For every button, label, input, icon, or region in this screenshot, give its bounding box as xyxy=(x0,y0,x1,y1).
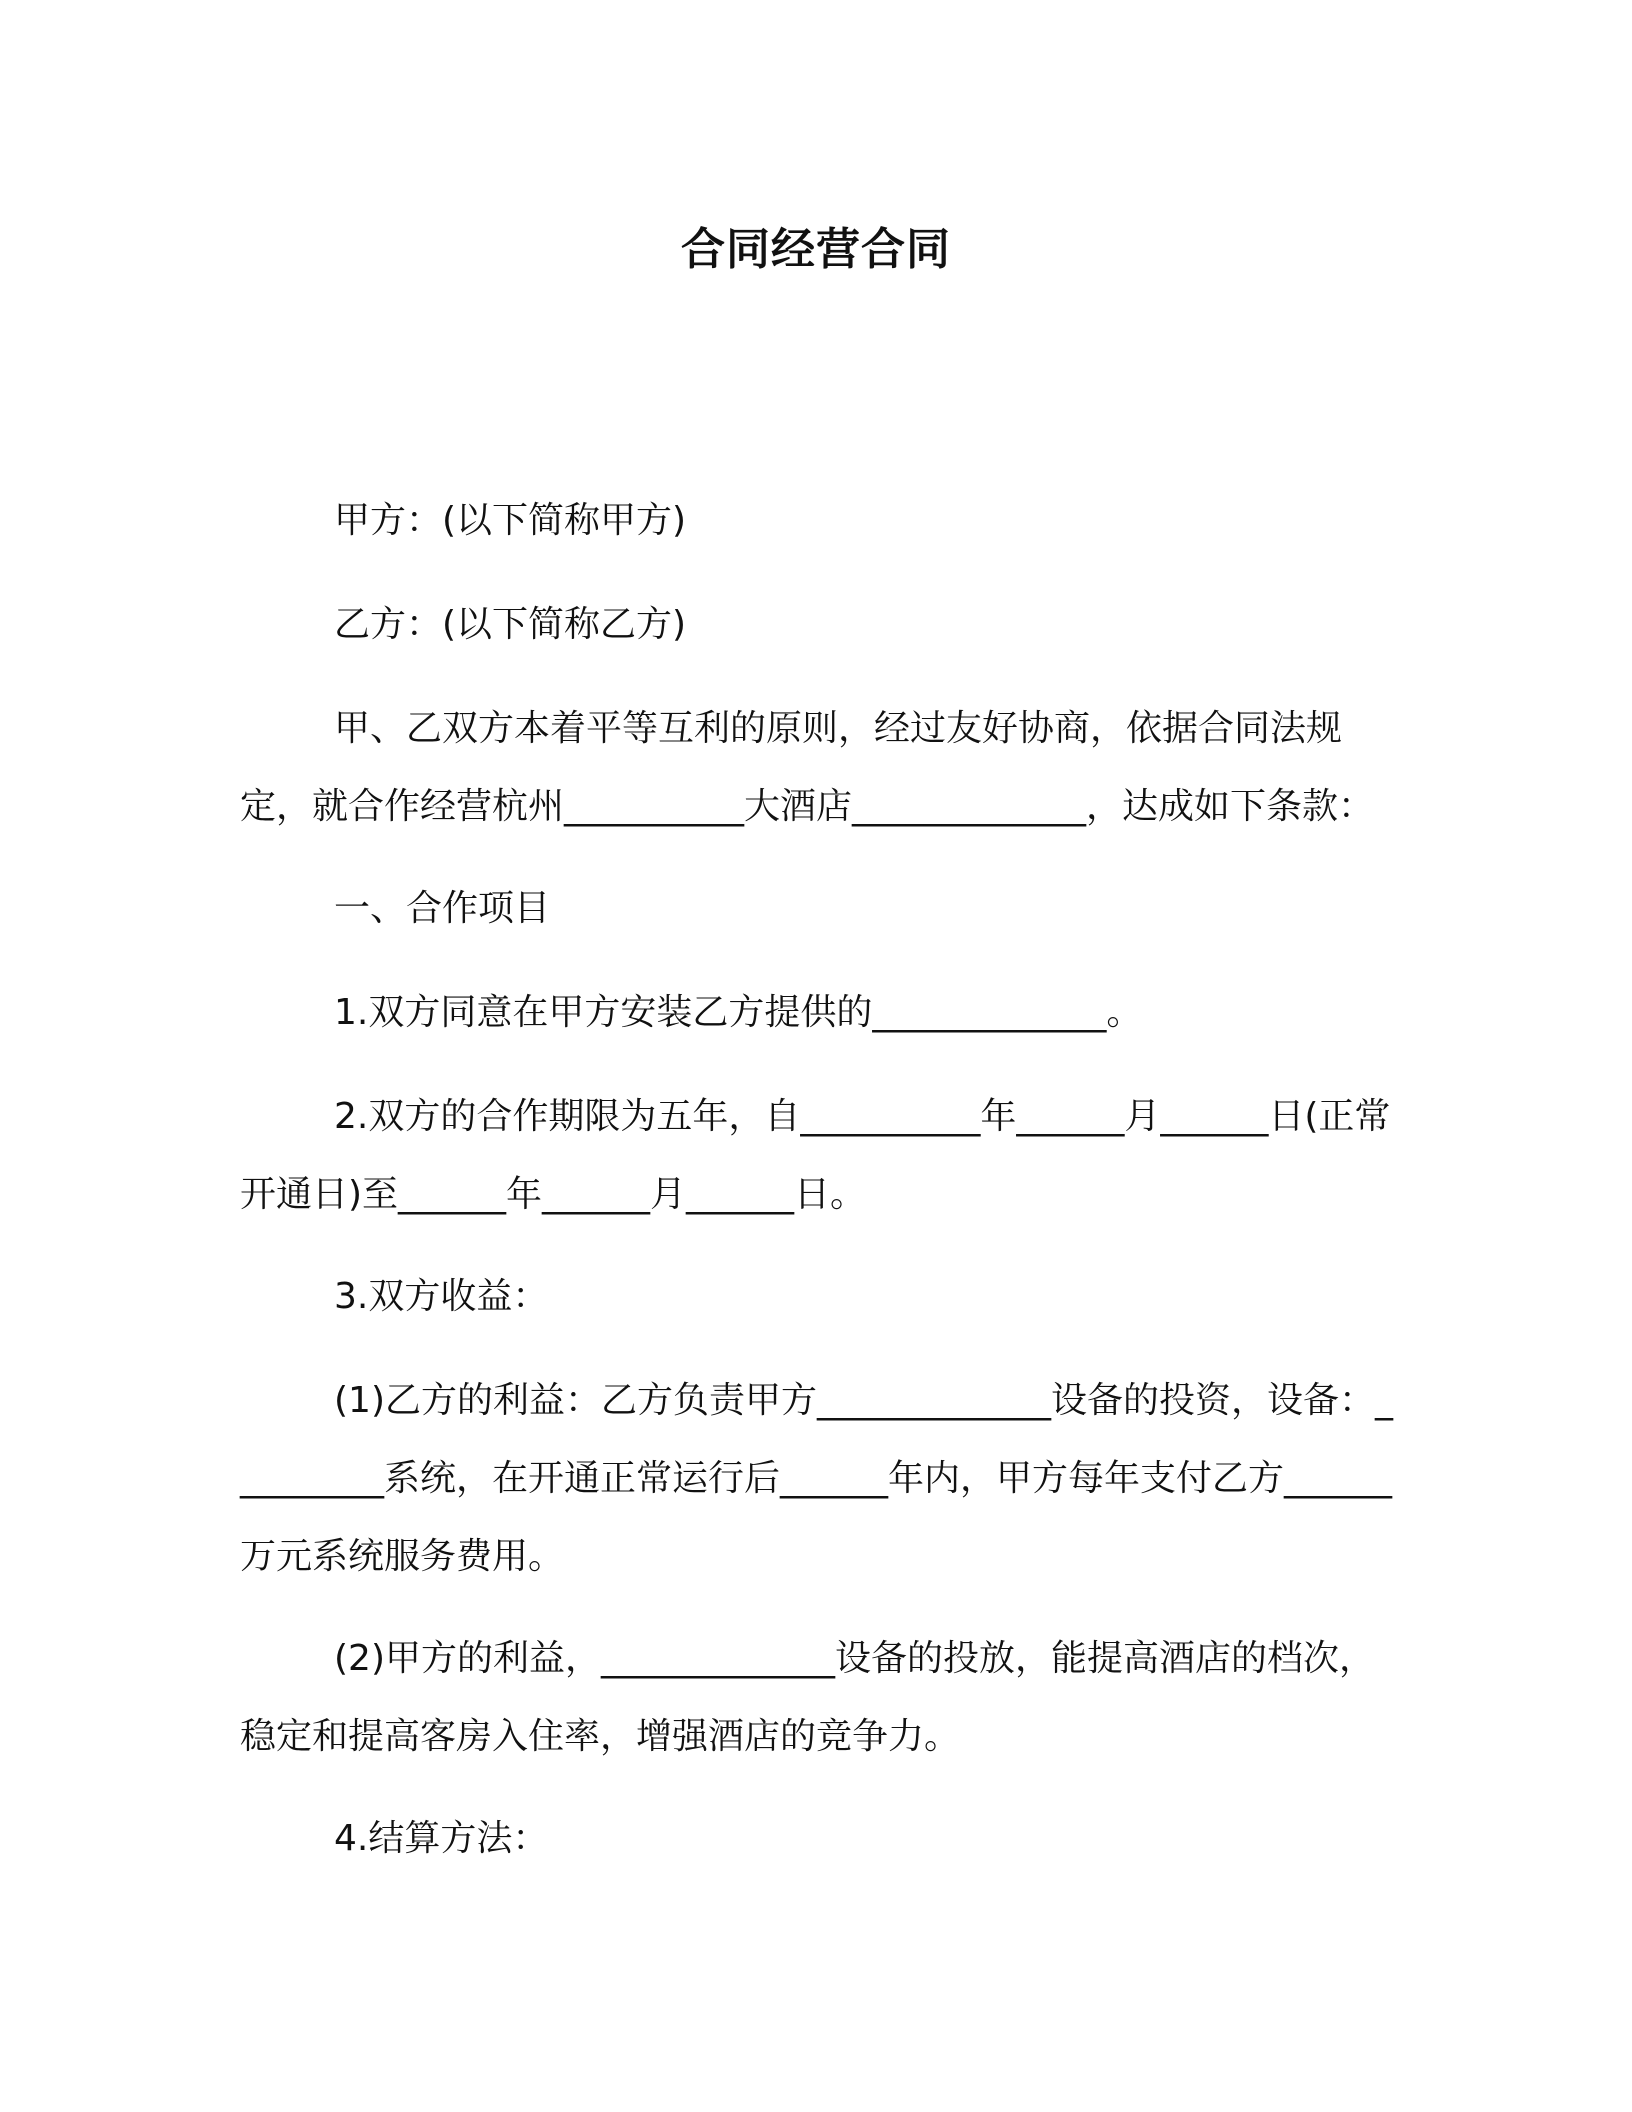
clause-4: 4.结算方法： xyxy=(334,1818,549,1859)
document-title: 合同经营合同 xyxy=(681,224,951,275)
clause-3-1: (1)乙方的利益：乙方负责甲方_____________设备的投资，设备：_________系统，在开通正常运行后______年内，甲方每年支付乙方______万元系统服务费用。 xyxy=(240,1380,1393,1577)
section-heading: 一、合作项目 xyxy=(334,888,551,929)
clause-3: 3.双方收益： xyxy=(334,1276,549,1317)
clause-3-2: (2)甲方的利益，_____________设备的投放，能提高酒店的档次，稳定和提高客房入住率，增强酒店的竞争力。 xyxy=(240,1638,1375,1757)
clause-1: 1.双方同意在甲方安装乙方提供的_____________。 xyxy=(334,992,1143,1033)
clause-2: 2.双方的合作期限为五年，自__________年______月______日(正常开通日)至______年______月______日。 xyxy=(240,1096,1391,1215)
party-b-line: 乙方：(以下简称乙方) xyxy=(334,604,687,645)
preamble-paragraph: 甲、乙双方本着平等互利的原则，经过友好协商，依据合同法规定，就合作经营杭州__________大酒店_____________，达成如下条款： xyxy=(240,708,1375,827)
party-a-line: 甲方：(以下简称甲方) xyxy=(334,500,687,541)
